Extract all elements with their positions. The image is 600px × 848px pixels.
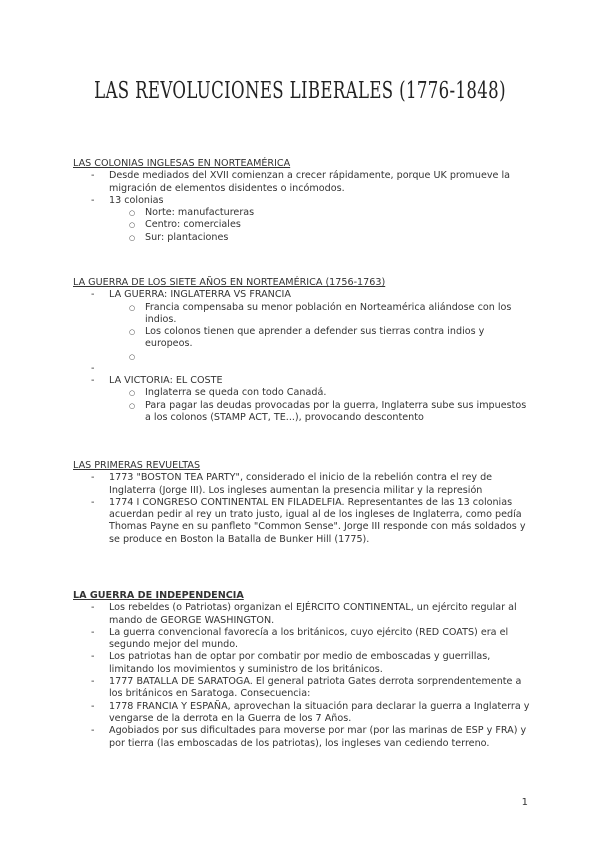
sub-list-item: ○ Sur: plantaciones xyxy=(109,232,533,244)
list-item: - Agobiados por sus dificultades para moverse por mar (por las marinas de ESP y FRA) y por tierra (las emboscadas de los patriotas), los ingleses van cediendo terreno. xyxy=(73,725,533,750)
section-colonias xyxy=(73,158,533,244)
list-item: - 1778 FRANCIA Y ESPAÑA, aprovechan la situación para declarar la guerra a Inglaterra y vengarse de la derrota en la Guerra de los 7 Años. xyxy=(73,701,533,726)
sub-bullet-list xyxy=(109,207,533,244)
bullet-list xyxy=(73,170,533,244)
sub-list-item: ○ Los colonos tienen que aprender a defender sus tierras contra indios y europeos. xyxy=(109,326,533,351)
sub-bullet-list xyxy=(109,302,533,363)
page-number: 1 xyxy=(521,797,528,808)
sub-list-item: ○ Centro: comerciales xyxy=(109,219,533,231)
list-item: - 1773 "BOSTON TEA PARTY", considerado el inicio de la rebelión contra el rey de Inglaterra (Jorge III). Los ingleses aumentan la presencia militar y la represión xyxy=(73,472,533,497)
spacer xyxy=(73,363,533,375)
section-heading: LAS COLONIAS INGLESAS EN NORTEAMÉRICA xyxy=(73,158,291,169)
sub-list-item: ○ Francia compensaba su menor población en Norteamérica aliándose con los indios. xyxy=(109,302,533,327)
sub-list-item: ○ Norte: manufactureras xyxy=(109,207,533,219)
sub-list-item xyxy=(109,351,533,363)
bullet-list xyxy=(73,289,533,424)
section-primeras-revueltas xyxy=(73,460,533,546)
section-heading: LA GUERRA DE INDEPENDENCIA xyxy=(73,590,244,601)
sub-list-item: ○ Inglaterra se queda con todo Canadá. xyxy=(109,387,533,399)
page-title: LAS REVOLUCIONES LIBERALES (1776-1848) xyxy=(94,78,506,104)
list-item: - 1777 BATALLA DE SARATOGA. El general patriota Gates derrota sorprendentemente a los británicos en Saratoga. Consecuencia: xyxy=(73,676,533,701)
section-heading: LA GUERRA DE LOS SIETE AÑOS EN NORTEAMÉRICA (1756-1763) xyxy=(73,277,386,288)
section-guerra-independencia xyxy=(73,590,533,750)
bullet-list xyxy=(73,472,533,546)
list-item: - Desde mediados del XVII comienzan a crecer rápidamente, porque UK promueve la migración de elementos disidentes o incómodos. xyxy=(73,170,533,195)
section-siete-anos xyxy=(73,277,533,424)
list-item: - La guerra convencional favorecía a los británicos, cuyo ejército (RED COATS) era el segundo mejor del mundo. xyxy=(73,627,533,652)
list-item: - LA VICTORIA: EL COSTE ○ Inglaterra se queda con todo Canadá. ○ Para pagar las deudas provocadas por la guerra, Inglaterra sube sus impuestos a los colonos (STAMP ACT, TE...), provocando descontento xyxy=(73,375,533,424)
list-item: - 1774 I CONGRESO CONTINENTAL EN FILADELFIA. Representantes de las 13 colonias acuerdan pedir al rey un trato justo, igual al de los ingleses de Inglaterra, como pedía Thomas Payne en su panfleto "Common Sense". Jorge III responde con más soldados y se produce en Boston la Batalla de Bunker Hill (1775). xyxy=(73,497,533,546)
section-heading: LAS PRIMERAS REVUELTAS xyxy=(73,460,201,471)
bullet-list xyxy=(73,602,533,750)
list-item: - LA GUERRA: INGLATERRA VS FRANCIA ○ Francia compensaba su menor población en Norteamérica aliándose con los indios. ○ Los colonos tienen que aprender a defender sus tierras contra indios y europeos. ○ xyxy=(73,289,533,363)
sub-bullet-list xyxy=(109,387,533,424)
list-item: - 13 colonias ○ Norte: manufactureras ○ Centro: comerciales ○ Sur: plantaciones xyxy=(73,195,533,244)
list-item: - Los patriotas han de optar por combatir por medio de emboscadas y guerrillas, limitando los movimientos y suministro de los británicos. xyxy=(73,651,533,676)
list-item: - Los rebeldes (o Patriotas) organizan el EJÉRCITO CONTINENTAL, un ejército regular al mando de GEORGE WASHINGTON. xyxy=(73,602,533,627)
sub-list-item: ○ Para pagar las deudas provocadas por la guerra, Inglaterra sube sus impuestos a los colonos (STAMP ACT, TE...), provocando descontento xyxy=(109,400,533,425)
